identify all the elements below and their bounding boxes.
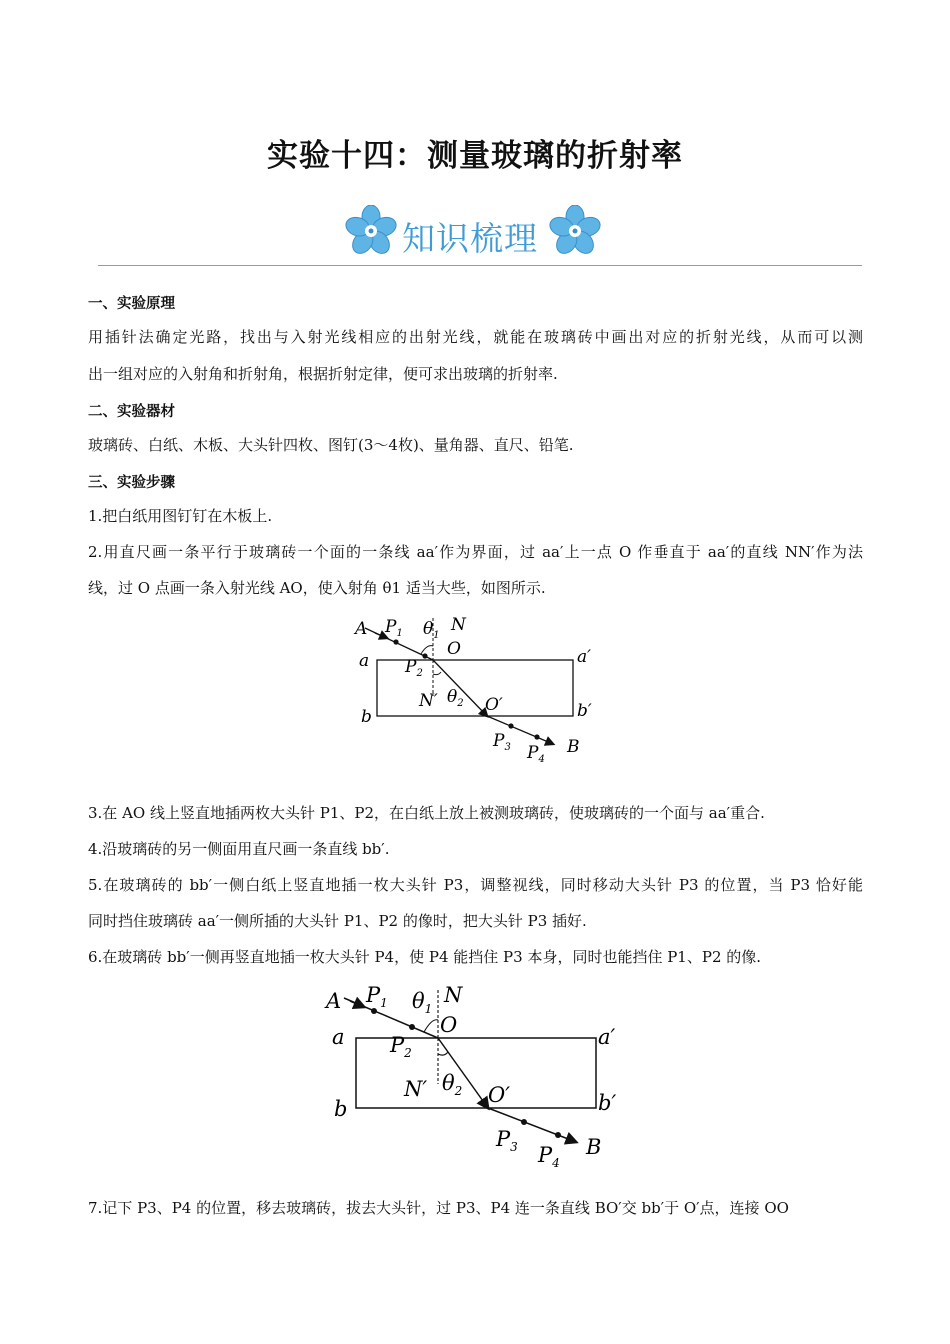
- svg-text:P1: $P_1$: [366, 983, 388, 1010]
- svg-text:θ1: $\theta_1$: [412, 989, 433, 1016]
- principle-line-1: 用插针法确定光路，找出与入射光线相应的出射光线，就能在玻璃砖中画出对应的折射光线，从而可以测: [88, 328, 863, 346]
- section-banner: [345, 203, 605, 263]
- page-title: 实验十四：测量玻璃的折射率: [267, 138, 683, 174]
- heading-equipment: 二、实验器材: [88, 404, 175, 420]
- svg-text:P2: $P_2$: [390, 1033, 412, 1060]
- label-b: b: [334, 1097, 348, 1121]
- step-3: 3.在 AO 线上竖直地插两枚大头针 P1、P2，在白纸上放上被测玻璃砖，使玻璃砖的一个面与 aa′重合.: [88, 804, 765, 822]
- label-O-prime: O′: [488, 1083, 510, 1107]
- step-5-line-1: 5.在玻璃砖的 bb′一侧白纸上竖直地插一枚大头针 P3，调整视线，同时移动大头针 P3 的位置，当 P3 恰好能: [88, 876, 863, 894]
- label-B: B: [586, 1135, 602, 1159]
- pin-p4: [555, 1132, 561, 1138]
- pin-p1: [393, 639, 398, 644]
- label-A: A: [326, 989, 342, 1013]
- svg-text:P3: $P_3$: [493, 731, 511, 753]
- label-B: B: [567, 737, 580, 757]
- step-5-line-2: 同时挡住玻璃砖 aa′一侧所插的大头针 P1、P2 的像时，把大头针 P3 插好.: [88, 912, 587, 930]
- pin-p3: [521, 1119, 527, 1125]
- label-a-prime: a′: [598, 1025, 616, 1049]
- step-2-line-2: 线，过 O 点画一条入射光线 AO，使入射角 θ1 适当大些，如图所示.: [88, 579, 546, 597]
- principle-line-2: 出一组对应的入射角和折射角，根据折射定律，便可求出玻璃的折射率.: [88, 365, 558, 383]
- svg-text:P1: $P_1$: [385, 617, 403, 639]
- label-a: a: [359, 651, 370, 671]
- label-b: b: [361, 707, 372, 727]
- pin-p3: [508, 723, 513, 728]
- svg-text:P2: $P_2$: [405, 657, 423, 679]
- label-b-prime: b′: [577, 701, 592, 721]
- svg-text:P4: $P_4$: [538, 1143, 560, 1170]
- label-O: O: [447, 639, 461, 659]
- label-N-prime: N′: [404, 1077, 428, 1101]
- flower-icon: [549, 205, 601, 257]
- banner-label: 知识梳理: [402, 219, 538, 258]
- label-a: a: [332, 1025, 345, 1049]
- refraction-diagram-large: [320, 980, 640, 1175]
- svg-text:P3: $P_3$: [496, 1127, 518, 1154]
- refraction-diagram-small: [345, 610, 615, 770]
- step-1: 1.把白纸用图钉钉在木板上.: [88, 507, 273, 525]
- label-O: O: [440, 1013, 458, 1037]
- label-N-prime: N′: [419, 691, 438, 711]
- equipment-text: 玻璃砖、白纸、木板、大头针四枚、图钉(3～4枚)、量角器、直尺、铅笔.: [88, 436, 574, 454]
- svg-text:θ2: $\theta_2$: [442, 1071, 463, 1098]
- svg-text:θ2: $\theta_2$: [447, 687, 464, 709]
- heading-principle: 一、实验原理: [88, 296, 175, 312]
- label-N: N: [444, 983, 463, 1007]
- pin-p4: [534, 734, 539, 739]
- pin-p2: [409, 1024, 415, 1030]
- label-b-prime: b′: [598, 1091, 617, 1115]
- pin-p2: [422, 653, 427, 658]
- svg-text:P4: $P_4$: [527, 743, 545, 765]
- label-a-prime: a′: [577, 647, 591, 667]
- label-A: A: [355, 619, 368, 639]
- step-6: 6.在玻璃砖 bb′一侧再竖直地插一枚大头针 P4，使 P4 能挡住 P3 本身，同时也能挡住 P1、P2 的像.: [88, 948, 762, 966]
- pin-p1: [371, 1008, 377, 1014]
- flower-icon: [345, 205, 397, 257]
- label-O-prime: O′: [485, 695, 503, 715]
- label-N: N: [451, 615, 466, 635]
- divider: [98, 265, 862, 266]
- step-4: 4.沿玻璃砖的另一侧面用直尺画一条直线 bb′.: [88, 840, 390, 858]
- heading-steps: 三、实验步骤: [88, 475, 175, 491]
- step-2-line-1: 2.用直尺画一条平行于玻璃砖一个面的一条线 aa′作为界面，过 aa′上一点 O 作垂直于 aa′的直线 NN′作为法: [88, 543, 863, 561]
- step-7: 7.记下 P3、P4 的位置，移去玻璃砖，拔去大头针，过 P3、P4 连一条直线 BO′交 bb′于 O′点，连接 OO: [88, 1199, 789, 1217]
- svg-text:θ1: $\theta_1$: [423, 619, 440, 641]
